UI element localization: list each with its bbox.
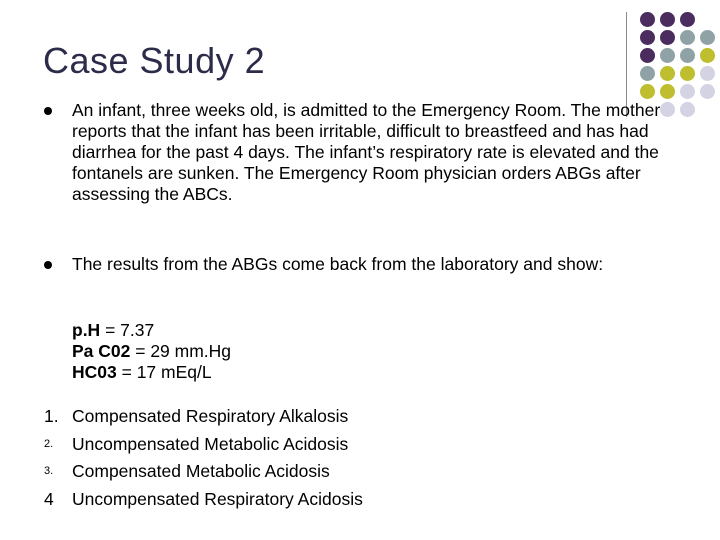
decor-dot: [700, 48, 715, 63]
decor-dot: [660, 30, 675, 45]
decor-dot: [660, 66, 675, 81]
decor-dot: [660, 84, 675, 99]
decor-dot: [660, 12, 675, 27]
result-label: Pa C02: [72, 341, 131, 361]
option-number: 2.: [44, 437, 54, 450]
result-value: = 17 mEq/L: [116, 362, 212, 382]
option-number: 3.: [44, 465, 54, 477]
abg-results: [72, 320, 231, 383]
result-hco3: [72, 362, 231, 383]
result-value: = 29 mm.Hg: [130, 341, 232, 361]
decor-dot: [700, 30, 715, 45]
option-text: Uncompensated Respiratory Acidosis: [72, 488, 363, 509]
option-text: Uncompensated Metabolic Acidosis: [72, 433, 349, 454]
result-ph: [72, 320, 231, 341]
bullet-text: An infant, three weeks old, is admitted to the Emergency Room. The mother reports that the infant has been irritable, difficult to breastfeed and has had diarrhea for the past 4 days. The infant’s respiratory rate is elevated and the fontanels are sunken. The Emergency Room physician orders ABGs after assessing the ABCs.: [72, 100, 661, 204]
option-text: Compensated Metabolic Acidosis: [72, 461, 330, 481]
option-number: 1.: [44, 406, 59, 426]
slide-title: Case Study 2: [43, 40, 266, 81]
bullet-dot-icon: [44, 107, 52, 115]
decor-dot: [680, 66, 695, 81]
decor-dot: [680, 30, 695, 45]
decor-dot: [640, 66, 655, 81]
result-label: HC03: [72, 362, 117, 382]
result-label: p.H: [72, 320, 101, 340]
decor-dot: [660, 48, 675, 63]
decor-dot: [680, 12, 695, 27]
decor-dot: [700, 66, 715, 81]
bullet-text: The results from the ABGs come back from the laboratory and show:: [72, 254, 604, 274]
decor-dot: [700, 84, 715, 99]
option-text: Compensated Respiratory Alkalosis: [72, 406, 349, 426]
decor-dot: [640, 12, 655, 27]
result-paco2: [72, 341, 231, 362]
result-value: = 7.37: [100, 320, 155, 340]
decor-dot: [640, 84, 655, 99]
decor-dot: [680, 84, 695, 99]
decor-dot: [640, 30, 655, 45]
decor-dot: [680, 48, 695, 63]
bullet-dot-icon: [44, 261, 52, 269]
decor-dot: [640, 48, 655, 63]
option-number: 4: [44, 488, 54, 509]
